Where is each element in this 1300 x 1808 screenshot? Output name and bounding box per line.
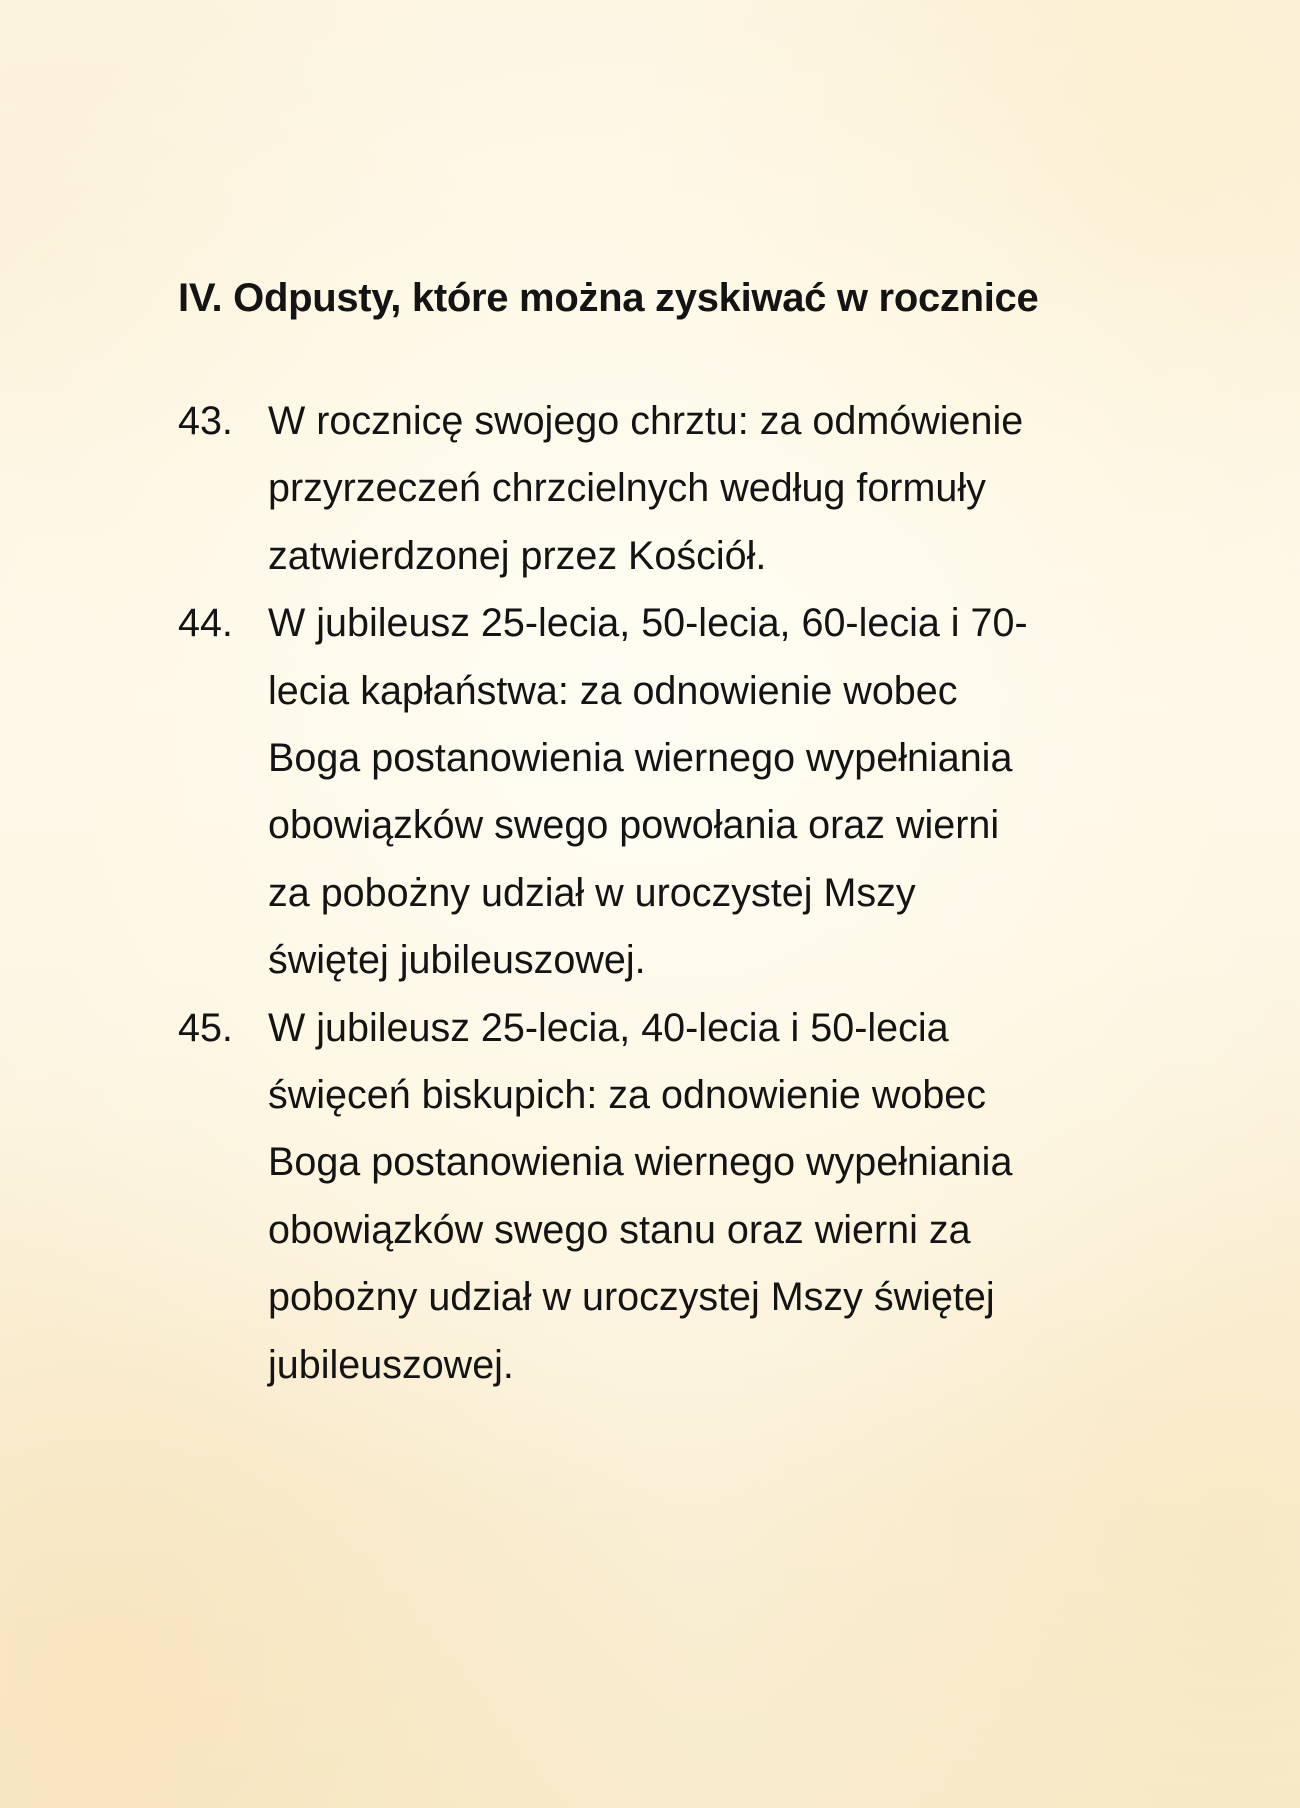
text-line: zatwierdzonej przez Kościół. — [268, 533, 767, 578]
list-item-text — [268, 995, 1138, 1399]
text-line: Boga postanowienia wiernego wypełniania — [268, 736, 1013, 781]
text-line: W rocznicę swojego chrztu: za odmówienie — [268, 399, 1024, 443]
list-item-number: 45. — [178, 1005, 233, 1050]
text-line: świętej jubileuszowej. — [268, 938, 646, 983]
text-line: W jubileusz 25-lecia, 50-lecia, 60-lecia i 70- — [268, 601, 1028, 646]
list-item-number: 44. — [178, 601, 233, 646]
list-item-text — [268, 590, 1138, 994]
text-line: przyrzeczeń chrzcielnych według formuły — [268, 466, 986, 511]
document-page — [178, 268, 1138, 1399]
text-line: za pobożny udział w uroczystej Mszy — [268, 870, 916, 915]
list-item-43 — [178, 388, 1138, 590]
text-line: lecia kapłaństwa: za odnowienie wobec — [268, 668, 958, 713]
list-item-text — [268, 388, 1138, 590]
text-line: Boga postanowienia wiernego wypełniania — [268, 1140, 1013, 1185]
section-heading: IV. Odpusty, które można zyskiwać w rocznice — [178, 276, 1039, 320]
text-line: jubileuszowej. — [268, 1342, 514, 1387]
list-item-45 — [178, 995, 1138, 1399]
indulgence-list — [178, 388, 1138, 1399]
text-line: święceń biskupich: za odnowienie wobec — [268, 1073, 987, 1118]
text-line: W jubileusz 25-lecia, 40-lecia i 50-lecia — [268, 1005, 949, 1050]
list-item-number: 43. — [178, 399, 233, 443]
text-line: obowiązków swego powołania oraz wierni — [268, 803, 1000, 848]
list-item-44 — [178, 590, 1138, 994]
text-line: obowiązków swego stanu oraz wierni za — [268, 1207, 971, 1252]
text-line: pobożny udział w uroczystej Mszy świętej — [268, 1275, 995, 1320]
